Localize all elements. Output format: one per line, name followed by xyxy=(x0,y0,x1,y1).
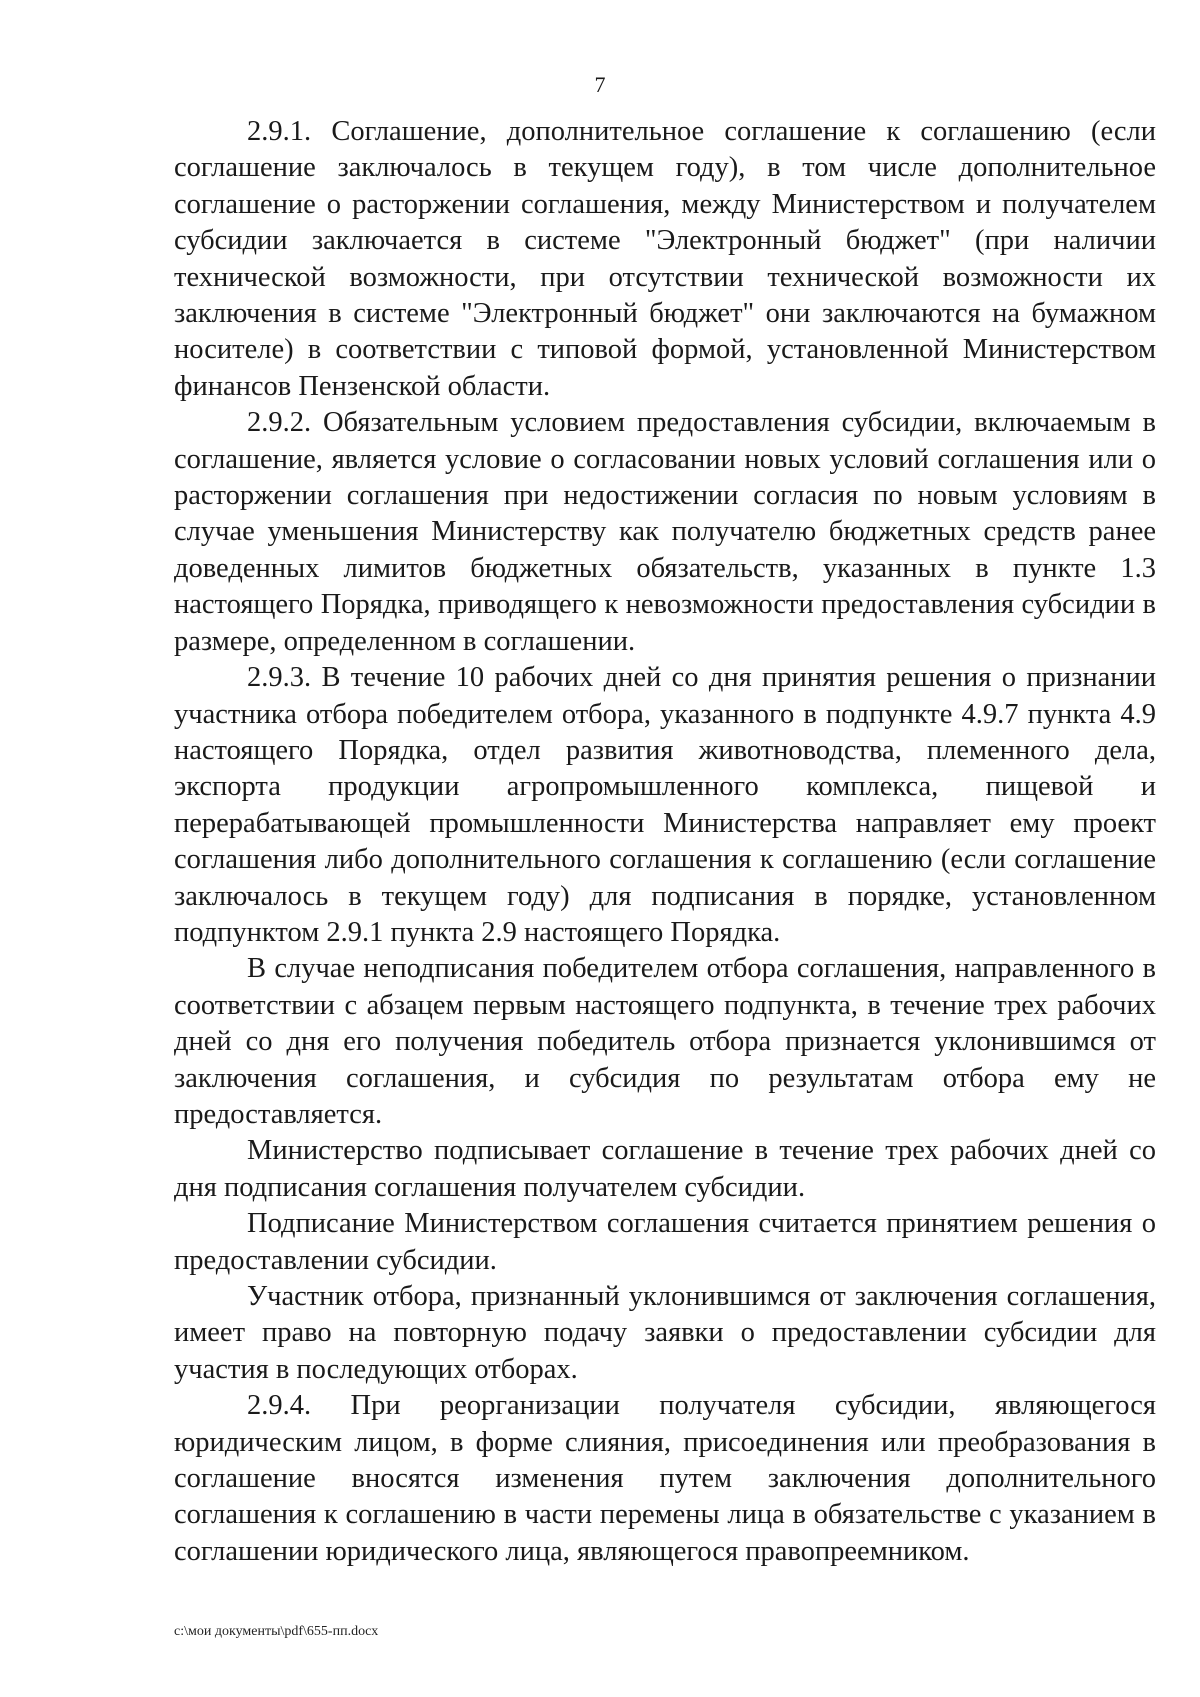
paragraph-2-9-3-reapply: Участник отбора, признанный уклонившимся от заключения соглашения, имеет право на повторную подачу заявки о предоставлении субсидии для участия в последующих отборах. xyxy=(174,1281,1156,1385)
paragraph-2-9-3: 2.9.3. В течение 10 рабочих дней со дня принятия решения о признании участника отбора победителем отбора, указанного в подпункте 4.9.7 пункта 4.9 настоящего Порядка, отдел развития животноводства, племенного дела, экспорта продукции агропромышленного комплекса, пищевой и перерабатывающей промышленности Министерства направляет ему проект соглашения либо дополнительного соглашения к соглашению (если соглашение заключалось в текущем году) для подписания в порядке, установленном подпунктом 2.9.1 пункта 2.9 настоящего Порядка. xyxy=(174,662,1156,948)
page-number: 7 xyxy=(594,72,606,97)
paragraph-2-9-3-ministry-signs: Министерство подписывает соглашение в течение трех рабочих дней со дня подписания соглашения получателем субсидии. xyxy=(174,1135,1156,1203)
paragraph-2-9-1: 2.9.1. Соглашение, дополнительное соглашение к соглашению (если соглашение заключалось в текущем году), в том числе дополнительное соглашение о расторжении соглашения, между Министерством и получателем субсидии заключается в системе "Электронный бюджет" (при наличии технической возможности, при отсутствии технической возможности их заключения в системе "Электронный бюджет" они заключаются на бумажном носителе) в соответствии с типовой формой, установленной Министерством финансов Пензенской области. xyxy=(174,116,1156,402)
footer-file-path: c:\мои документы\pdf\655-пп.docx xyxy=(174,1624,379,1639)
paragraph-2-9-3-signing-decision: Подписание Министерством соглашения считается принятием решения о предоставлении субсидии. xyxy=(174,1208,1156,1276)
paragraph-2-9-4: 2.9.4. При реорганизации получателя субсидии, являющегося юридическим лицом, в форме слияния, присоединения или преобразования в соглашение вносятся изменения путем заключения дополнительного соглашения к соглашению в части перемены лица в обязательстве с указанием в соглашении юридического лица, являющегося правопреемником. xyxy=(174,1390,1156,1567)
paragraph-2-9-2: 2.9.2. Обязательным условием предоставления субсидии, включаемым в соглашение, является условие о согласовании новых условий соглашения или о расторжении соглашения при недостижении согласия по новым условиям в случае уменьшения Министерству как получателю бюджетных средств ранее доведенных лимитов бюджетных обязательств, указанных в пункте 1.3 настоящего Порядка, приводящего к невозможности предоставления субсидии в размере, определенном в соглашении. xyxy=(174,407,1156,657)
paragraph-2-9-3-refusal: В случае неподписания победителем отбора соглашения, направленного в соответствии с абзацем первым настоящего подпункта, в течение трех рабочих дней со дня его получения победитель отбора признается уклонившимся от заключения соглашения, и субсидия по результатам отбора ему не предоставляется. xyxy=(174,953,1156,1130)
document-body xyxy=(174,114,1156,1570)
